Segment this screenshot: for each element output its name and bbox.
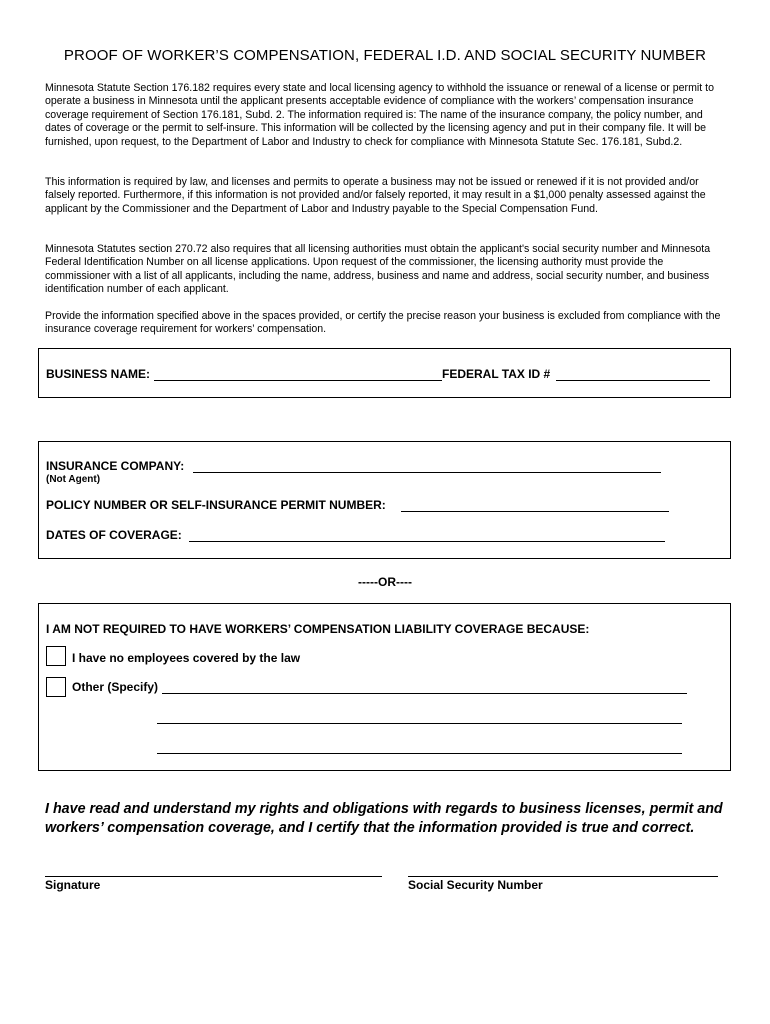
statute-paragraph: Minnesota Statute Section 176.182 requires every state and local licensing agency to withhold the issuance or renewal of a license or permit to operate a business in Minnesota until the applicant presents acceptable evidence of compliance with the workers’ compensation insurance coverage requirement of Section 176.181, Subd. 2. The information required is: The name of the insurance company, the policy number, and dates of coverage or the permit to self-insure. This information will be collected by the licensing agency and put in their company file. It will be furnished, upon request, to the Department of Labor and Industry to check for compliance with Minnesota Statute Sec. 176.181, Subd.2. bbox=[45, 82, 714, 148]
ssn-requirement-paragraph: Minnesota Statutes section 270.72 also requires that all licensing authorities must obtain the applicant's social security number and Minnesota Federal Identification Number on all license applications. Upon request of the commissioner, the licensing authority must provide the commissioner with a list of all applicants, including the name, address, business and name and address, social security number, and business identification number of each applicant. bbox=[45, 243, 711, 296]
federal-tax-id-field[interactable] bbox=[556, 380, 710, 381]
exemption-heading: I AM NOT REQUIRED TO HAVE WORKERS’ COMPENSATION LIABILITY COVERAGE BECAUSE: bbox=[46, 622, 590, 636]
signature-field[interactable] bbox=[45, 876, 382, 877]
other-specify-field-line-3[interactable] bbox=[157, 753, 682, 754]
dates-of-coverage-field[interactable] bbox=[189, 541, 665, 542]
other-specify-field-line-2[interactable] bbox=[157, 723, 682, 724]
business-name-field[interactable] bbox=[154, 380, 442, 381]
other-specify-label: Other (Specify) bbox=[72, 680, 159, 694]
not-agent-note: (Not Agent) bbox=[46, 474, 101, 485]
policy-number-label: POLICY NUMBER OR SELF-INSURANCE PERMIT NUMBER: bbox=[46, 498, 386, 512]
insurance-info-box bbox=[38, 441, 731, 559]
signature-label: Signature bbox=[45, 878, 101, 892]
insurance-company-field[interactable] bbox=[193, 472, 661, 473]
form-title: PROOF OF WORKER’S COMPENSATION, FEDERAL I.D. AND SOCIAL SECURITY NUMBER bbox=[63, 47, 707, 64]
instructions-paragraph: Provide the information specified above in the spaces provided, or certify the precise reason your business is excluded from compliance with the insurance coverage requirement for workers’ compensation. bbox=[45, 310, 721, 336]
business-name-label: BUSINESS NAME: bbox=[46, 367, 151, 381]
or-separator: -----OR---- bbox=[358, 575, 412, 589]
no-employees-label: I have no employees covered by the law bbox=[72, 651, 301, 665]
social-security-number-label: Social Security Number bbox=[408, 878, 543, 892]
insurance-company-label: INSURANCE COMPANY: bbox=[46, 459, 185, 473]
penalty-paragraph: This information is required by law, and licenses and permits to operate a business may not be issued or renewed if it is not provided and/or falsely reported. Furthermore, if this information is not provided and/or falsely reported, it may result in a $1,000 penalty assessed against the applicant by the Commissioner and the Department of Labor and Industry payable to the Special Compensation Fund. bbox=[45, 176, 706, 215]
certification-statement: I have read and understand my rights and obligations with regards to business licenses, permit and workers’ compensation coverage, and I certify that the information provided is true and correct. bbox=[45, 801, 723, 836]
federal-tax-id-label: FEDERAL TAX ID # bbox=[442, 367, 551, 381]
social-security-number-field[interactable] bbox=[408, 876, 718, 877]
policy-number-field[interactable] bbox=[401, 511, 669, 512]
other-specify-field[interactable] bbox=[162, 693, 687, 694]
business-info-box bbox=[38, 348, 731, 398]
other-checkbox[interactable] bbox=[46, 677, 66, 697]
dates-of-coverage-label: DATES OF COVERAGE: bbox=[46, 528, 182, 542]
no-employees-checkbox[interactable] bbox=[46, 646, 66, 666]
exemption-box bbox=[38, 603, 731, 771]
